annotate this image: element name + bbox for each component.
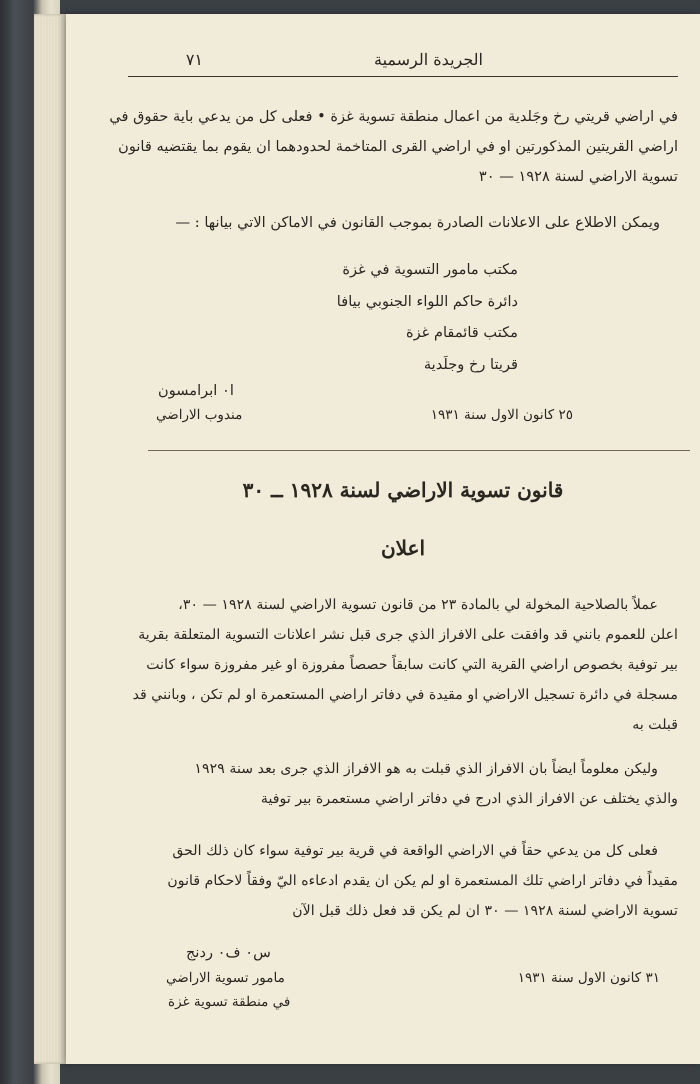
second-notice-date: ٣١ كانون الاول سنة ١٩٣١ — [517, 970, 660, 986]
place-item: دائرة حاكم اللواء الجنوبي بيافا — [336, 292, 518, 310]
text-line: وليكن معلوماً ايضاً بان الافراز الذي قبلت به هو الافراز الذي جرى بعد سنة ١٩٢٩ — [194, 761, 658, 777]
place-item: مكتب قائمقام غزة — [405, 324, 518, 341]
page-content — [109, 14, 678, 1064]
inspection-paragraph — [128, 208, 660, 238]
text-line: عملاً بالصلاحية المخولة لي بالمادة ٢٣ من قانون تسوية الاراضي لسنة ١٩٢٨ — ٣٠، — [178, 597, 658, 613]
page-number: ٧١ — [185, 50, 203, 69]
places-list — [337, 254, 518, 380]
second-notice-paragraph-3 — [128, 836, 678, 926]
document-page — [66, 14, 700, 1064]
second-signatory-title-1: مامور تسوية الاراضي — [166, 970, 285, 986]
first-signatory-title: مندوب الاراضي — [156, 407, 243, 423]
place-item: مكتب مامور التسوية في غزة — [342, 261, 518, 278]
place-item: قريتا رخ وجلَدية — [423, 355, 518, 373]
page-header — [128, 44, 678, 77]
text-line: مقيداً في دفاتر اراضي تلك المستعمرة او لم يكن ان يقدم ادعاءه اليّ وفقاً لاحكام قانون — [167, 873, 678, 889]
first-signatory-name: ا٠ ابرامسون — [158, 382, 234, 399]
text-line: فعلى كل من يدعي حقاً في الاراضي الواقعة في قرية بير توفية سواء كان ذلك الحق — [172, 843, 658, 859]
first-notice-paragraph — [109, 102, 678, 192]
text-line: اراضي القريتين المذكورتين او في اراضي القرى المتاخمة لحدودهما ان يقوم بما يقتضيه قانون — [118, 138, 678, 155]
section-divider — [148, 450, 690, 451]
text-line: بير توفية بخصوص اراضي القرية التي كانت سابقاً حصصاً مفروزة او غير مفروزة سواء كانت — [146, 657, 678, 673]
text-line: تسوية الاراضي لسنة ١٩٢٨ — ٣٠ — [478, 168, 678, 185]
page-stack-edge — [34, 14, 70, 1064]
second-notice-paragraph-2 — [128, 754, 678, 814]
text-line: قبلت به — [632, 717, 678, 733]
notice-subtitle: اعلان — [380, 536, 426, 560]
text-line: ويمكن الاطلاع على الاعلانات الصادرة بموجب القانون في الاماكن الاتي بيانها : — — [175, 214, 660, 231]
notice-title: قانون تسوية الاراضي لسنة ١٩٢٨ ــ ٣٠ — [242, 478, 564, 502]
text-line: اعلن للعموم بانني قد وافقت على الافراز الذي جرى قبل نشر اعلانات التسوية المتعلقة بقرية — [138, 627, 678, 643]
text-line: تسوية الاراضي لسنة ١٩٢٨ — ٣٠ ان لم يكن قد فعل ذلك قبل الآن — [292, 903, 678, 919]
text-line: في اراضي قريتي رخ وجَلدية من اعمال منطقة تسوية غزة • فعلى كل من يدعي باية حقوق في — [109, 108, 678, 125]
second-signatory-name: س٠ ف٠ ردنج — [186, 944, 271, 961]
second-signatory-title-2: في منطقة تسوية غزة — [168, 994, 291, 1010]
text-line: مسجلة في دائرة تسجيل الاراضي او مقيدة في دفاتر اراضي المستعمرة او لم تكن ، وبانني قد — [132, 687, 678, 703]
text-line: والذي يختلف عن الافراز الذي ادرج في دفاتر اراضي مستعمرة بير توفية — [260, 791, 678, 807]
first-notice-date: ٢٥ كانون الاول سنة ١٩٣١ — [430, 407, 573, 423]
journal-title: الجريدة الرسمية — [373, 50, 483, 69]
second-notice-paragraph-1 — [128, 590, 678, 740]
